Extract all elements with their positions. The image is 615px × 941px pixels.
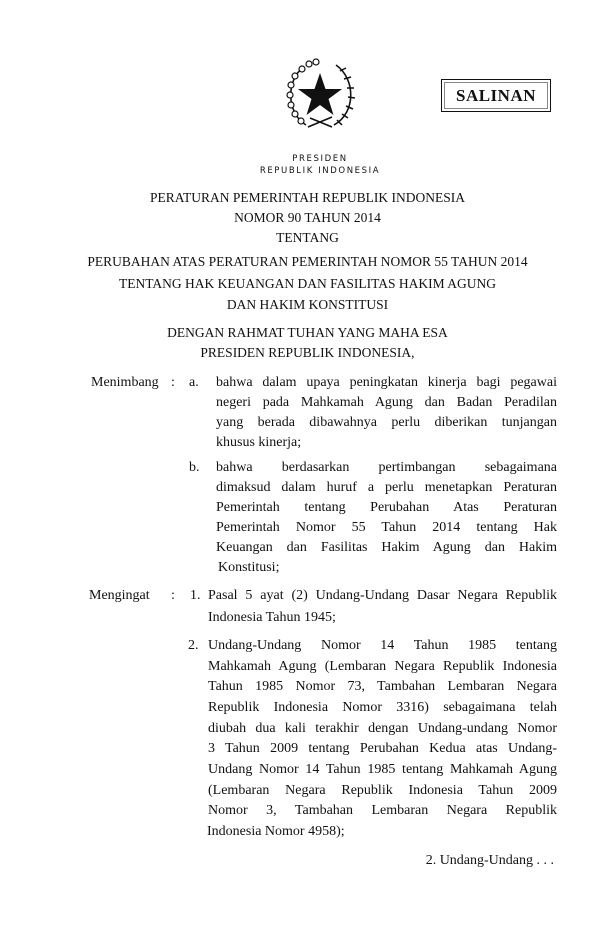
star-wreath-emblem-icon	[280, 57, 360, 135]
clause-line: Pemerintah tentang Perubahan Atas Peraturan	[216, 500, 557, 515]
clause-line: negeri pada Mahkamah Agung dan Badan Peradilan	[216, 395, 557, 410]
title-line: PERATURAN PEMERINTAH REPUBLIK INDONESIA	[149, 190, 466, 205]
clause-line: yang berada dibawahnya perlu diberikan tunjangan	[216, 415, 557, 430]
preamble-line: DENGAN RAHMAT TUHAN YANG MAHA ESA	[167, 325, 448, 340]
emblem	[280, 57, 360, 135]
clause-line: bahwa berdasarkan pertimbangan sebagaimana	[216, 460, 557, 475]
item-marker: 2.	[188, 638, 199, 653]
salinan-stamp: SALINAN	[441, 79, 551, 112]
clause-line: Pasal 5 ayat (2) Undang-Undang Dasar Negara Republik	[208, 588, 557, 603]
clause-line: Indonesia Tahun 1945;	[208, 610, 336, 625]
clause-line: diubah dua kali terakhir dengan Undang-undang Nomor	[208, 721, 557, 736]
clause-line: Undang Nomor 14 Tahun 1985 tentang Mahkamah Agung	[208, 762, 557, 777]
title-line: TENTANG HAK KEUANGAN DAN FASILITAS HAKIM AGUNG	[118, 276, 497, 291]
item-marker: 1.	[190, 588, 201, 603]
item-marker: b.	[189, 460, 200, 475]
title-line: TENTANG	[276, 230, 339, 245]
clause-line: Keuangan dan Fasilitas Hakim Agung dan Hakim	[216, 540, 557, 555]
clause-line: Republik Indonesia Nomor 3316) sebagaimana telah	[208, 700, 557, 715]
clause-line: khusus kinerja;	[216, 435, 302, 450]
menimbang-colon: :	[171, 375, 175, 390]
clause-line: Tahun 1985 Nomor 73, Tambahan Lembaran Negara	[208, 679, 557, 694]
clause-line: Undang-Undang Nomor 14 Tahun 1985 tentang	[208, 638, 557, 653]
menimbang-label: Menimbang	[91, 375, 159, 390]
title-line: DAN HAKIM KONSTITUSI	[226, 297, 389, 312]
clause-line: (Lembaran Negara Republik Indonesia Tahun 2009	[208, 783, 557, 798]
mengingat-label: Mengingat	[89, 588, 150, 603]
letterhead-presiden: PRESIDEN	[292, 154, 348, 164]
preamble-line: PRESIDEN REPUBLIK INDONESIA,	[200, 345, 415, 360]
clause-line: Indonesia Nomor 4958);	[207, 824, 345, 839]
title-line: PERUBAHAN ATAS PERATURAN PEMERINTAH NOMOR 55 TAHUN 2014	[87, 254, 528, 269]
item-marker: a.	[189, 375, 199, 390]
clause-line: Mahkamah Agung (Lembaran Negara Republik Indonesia	[208, 659, 557, 674]
clause-line: Nomor 3, Tambahan Lembaran Negara Republik	[208, 803, 557, 818]
mengingat-colon: :	[171, 588, 175, 603]
clause-line: bahwa dalam upaya peningkatan kinerja bagi pegawai	[216, 375, 557, 390]
page-continuation: 2. Undang-Undang . . .	[425, 853, 554, 868]
letterhead-republik-indonesia: REPUBLIK INDONESIA	[259, 166, 381, 176]
clause-line: 3 Tahun 2009 tentang Perubahan Kedua atas Undang-	[208, 741, 557, 756]
clause-line: dimaksud dalam huruf a perlu menetapkan Peraturan	[216, 480, 557, 495]
title-line: NOMOR 90 TAHUN 2014	[234, 210, 381, 225]
clause-line: Pemerintah Nomor 55 Tahun 2014 tentang Hak	[216, 520, 557, 535]
clause-line: Konstitusi;	[218, 560, 280, 575]
